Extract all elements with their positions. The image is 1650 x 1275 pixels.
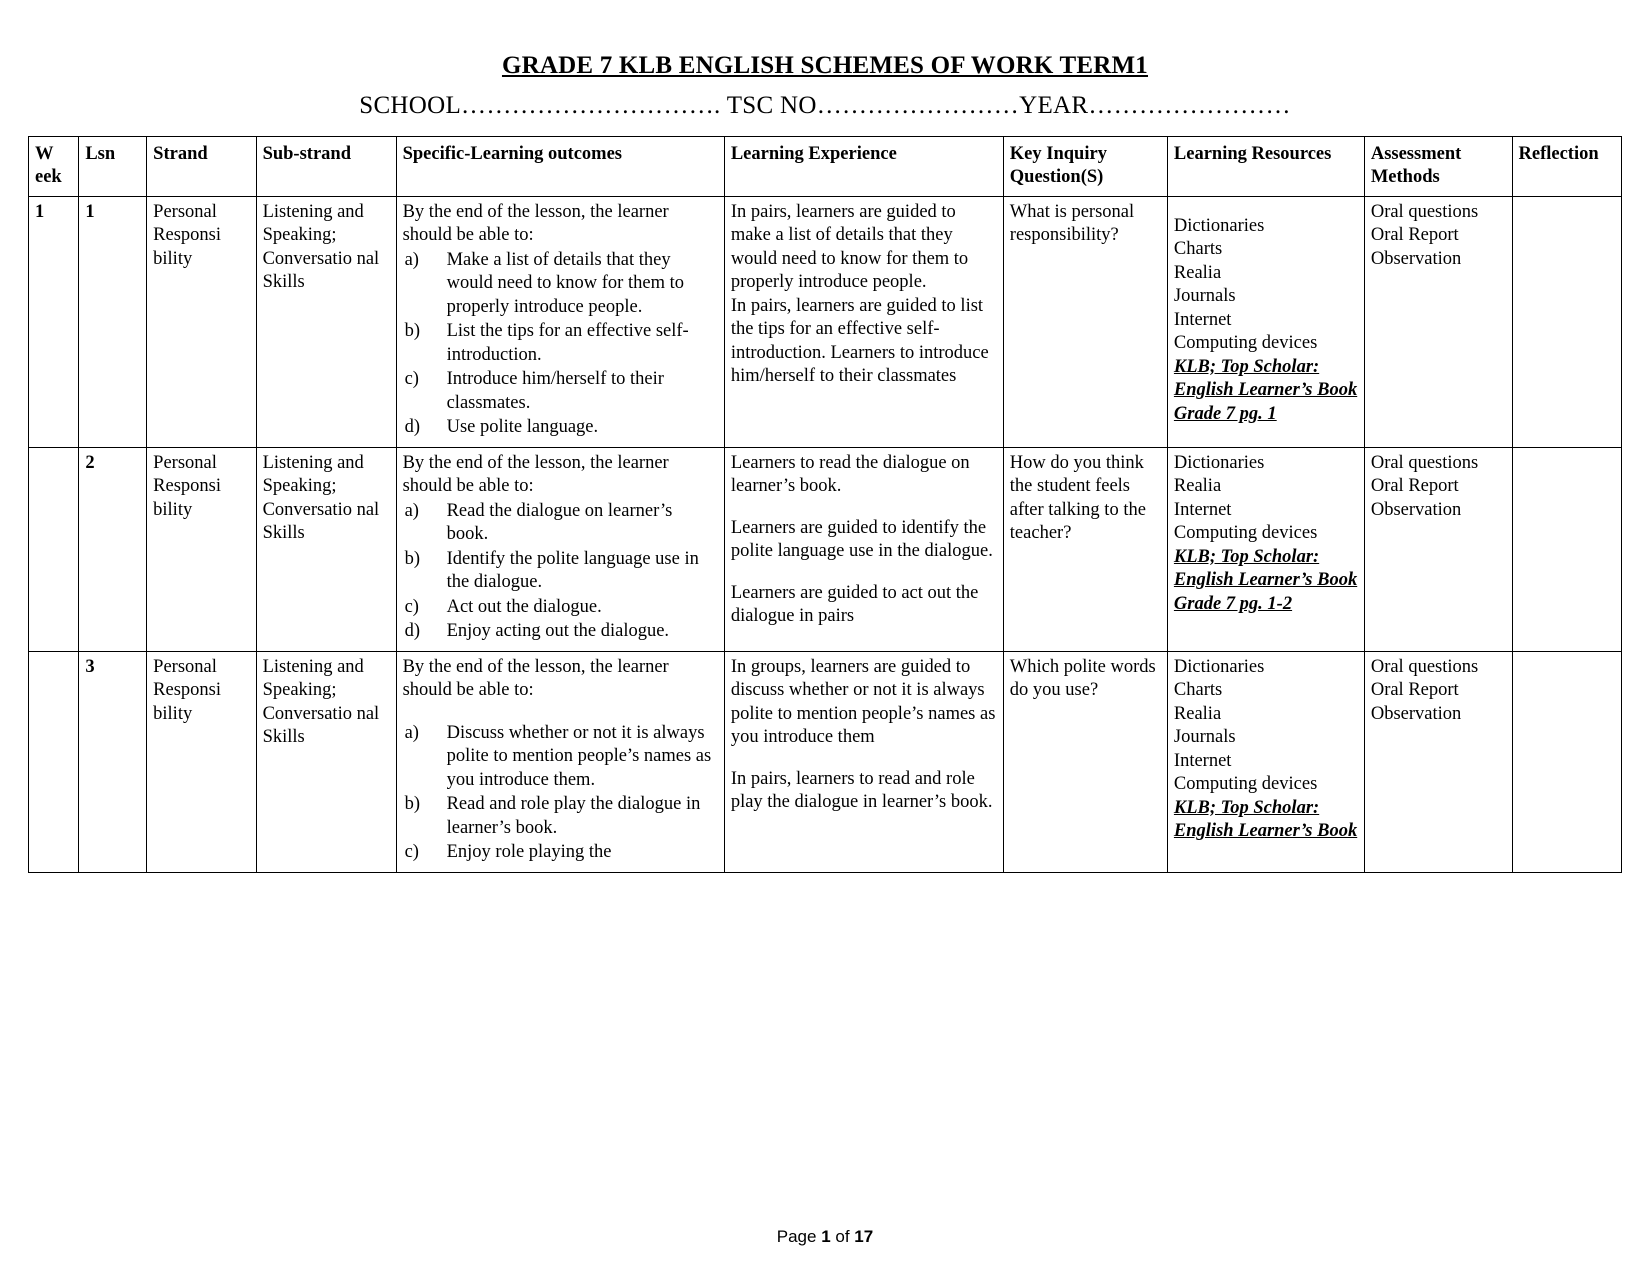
column-header-substrand: Sub-strand	[256, 137, 396, 197]
assessment-item: Observation	[1370, 499, 1462, 520]
column-header-assessment: Assessment Methods	[1364, 137, 1512, 197]
list-text: List the tips for an effective self-introduction.	[446, 321, 689, 365]
list-marker: b)	[404, 321, 421, 342]
cell-outcomes	[396, 447, 724, 651]
list-text: Use polite language.	[446, 417, 599, 438]
column-header-strand: Strand	[147, 137, 256, 197]
spacer	[403, 704, 718, 722]
cell-resources	[1167, 447, 1364, 651]
list-text: Read the dialogue on learner’s book.	[446, 500, 673, 545]
cell-week: 1	[29, 196, 79, 447]
cell-outcomes	[396, 651, 724, 872]
cell-reflection[interactable]	[1512, 196, 1621, 447]
list-item	[403, 793, 718, 840]
cell-experience	[724, 651, 1003, 872]
assessment-item: Observation	[1370, 248, 1462, 269]
resource-item: Internet	[1173, 750, 1232, 771]
cell-week	[29, 447, 79, 651]
list-text: Enjoy role playing the	[446, 842, 612, 863]
list-item	[403, 841, 718, 864]
assessment-item: Oral Report	[1370, 225, 1459, 246]
cell-assessment	[1364, 651, 1512, 872]
experience-paragraph: In groups, learners are guided to discuss whether or not it is always polite to mention people’s names as you introduce them	[730, 656, 996, 748]
resource-item: Journals	[1173, 286, 1236, 307]
column-header-reflection: Reflection	[1512, 137, 1621, 197]
list-text: Identify the polite language use in the dialogue.	[446, 548, 699, 593]
resource-item: Dictionaries	[1173, 656, 1265, 677]
list-text: Discuss whether or not it is always polite to mention people’s names as you introduce them.	[446, 722, 712, 790]
cell-substrand: Listening and Speaking; Conversatio nal Skills	[256, 196, 396, 447]
list-item	[403, 416, 718, 439]
outcomes-lead: By the end of the lesson, the learner should be able to:	[402, 201, 669, 246]
page-footer	[0, 1227, 1650, 1247]
resource-item: Charts	[1173, 239, 1223, 260]
cell-inquiry: Which polite words do you use?	[1003, 651, 1167, 872]
list-text: Make a list of details that they would need to know for them to properly introduce people.	[446, 249, 684, 317]
cell-inquiry: How do you think the student feels after talking to the teacher?	[1003, 447, 1167, 651]
resource-item: Journals	[1173, 727, 1236, 748]
list-marker: d)	[404, 417, 421, 438]
cell-strand: Personal Responsi bility	[147, 196, 256, 447]
spacer	[731, 750, 997, 768]
list-marker: c)	[404, 842, 419, 863]
footer-current-page: 1	[821, 1227, 831, 1246]
cell-outcomes	[396, 196, 724, 447]
experience-paragraph: Learners are guided to identify the polite language use in the dialogue.	[730, 517, 993, 562]
footer-prefix: Page	[776, 1227, 822, 1246]
assessment-item: Oral Report	[1370, 476, 1459, 497]
cell-reflection[interactable]	[1512, 651, 1621, 872]
list-text: Read and role play the dialogue in learner’s book.	[446, 794, 701, 838]
outcomes-list	[403, 249, 718, 440]
cell-experience	[724, 196, 1003, 447]
outcomes-list	[403, 500, 718, 644]
table-header-row	[29, 137, 1622, 197]
assessment-item: Oral Report	[1370, 680, 1459, 701]
table-row	[29, 651, 1622, 872]
cell-substrand: Listening and Speaking; Conversatio nal Skills	[256, 447, 396, 651]
table-body	[29, 196, 1622, 872]
cell-lsn: 3	[79, 651, 147, 872]
column-header-inquiry: Key Inquiry Question(S)	[1003, 137, 1167, 197]
list-text: Act out the dialogue.	[446, 596, 602, 617]
list-item	[403, 548, 718, 595]
school-info-line: SCHOOL…………………………. TSC NO……………………YEAR……………………	[359, 92, 1291, 119]
list-item	[403, 249, 718, 319]
resource-item: Charts	[1173, 680, 1223, 701]
assessment-item: Oral questions	[1370, 201, 1479, 222]
cell-inquiry: What is personal responsibility?	[1003, 196, 1167, 447]
schemes-of-work-table	[28, 136, 1622, 873]
assessment-item: Oral questions	[1370, 656, 1479, 677]
list-marker: c)	[404, 596, 419, 617]
resource-item: Computing devices	[1173, 523, 1318, 544]
cell-resources	[1167, 651, 1364, 872]
list-marker: b)	[404, 794, 421, 815]
list-marker: a)	[404, 500, 419, 521]
cell-substrand: Listening and Speaking; Conversatio nal Skills	[256, 651, 396, 872]
column-header-experience: Learning Experience	[724, 137, 1003, 197]
resource-item: Realia	[1173, 476, 1222, 497]
spacer	[1174, 201, 1358, 215]
outcomes-lead: By the end of the lesson, the learner should be able to:	[402, 452, 669, 497]
list-text: Introduce him/herself to their classmates.	[446, 369, 664, 413]
experience-paragraph: In pairs, learners to read and role play the dialogue in learner’s book.	[730, 768, 993, 813]
footer-total-pages: 17	[854, 1227, 874, 1246]
page-title: GRADE 7 KLB ENGLISH SCHEMES OF WORK TERM1	[501, 52, 1149, 79]
cell-assessment	[1364, 196, 1512, 447]
outcomes-lead: By the end of the lesson, the learner should be able to:	[402, 656, 669, 701]
cell-experience	[724, 447, 1003, 651]
list-marker: c)	[404, 369, 419, 390]
spacer	[731, 499, 997, 517]
resource-item: Dictionaries	[1173, 215, 1265, 236]
assessment-item: Observation	[1370, 703, 1462, 724]
list-marker: d)	[404, 621, 421, 642]
resource-item: Internet	[1173, 499, 1232, 520]
list-text: Enjoy acting out the dialogue.	[446, 621, 670, 642]
spacer	[731, 564, 997, 582]
list-item	[403, 368, 718, 415]
list-marker: a)	[404, 722, 419, 743]
cell-reflection[interactable]	[1512, 447, 1621, 651]
experience-paragraph: In pairs, learners are guided to list the tips for an effective self-introduction. Learners to introduce him/herself to their classmates	[730, 295, 989, 387]
column-header-lsn: Lsn	[79, 137, 147, 197]
resource-item: Internet	[1173, 309, 1232, 330]
cell-strand: Personal Responsi bility	[147, 651, 256, 872]
cell-lsn: 2	[79, 447, 147, 651]
cell-assessment	[1364, 447, 1512, 651]
experience-paragraph: In pairs, learners are guided to make a list of details that they would need to know for them to properly introduce people.	[730, 201, 969, 293]
cell-week	[29, 651, 79, 872]
table-row	[29, 447, 1622, 651]
list-item	[403, 500, 718, 547]
resource-reference: KLB; Top Scholar: English Learner’s Book Grade 7 pg. 1	[1173, 356, 1358, 424]
column-header-week: W eek	[29, 137, 79, 197]
resource-item: Computing devices	[1173, 333, 1318, 354]
resource-reference: KLB; Top Scholar: English Learner’s Book	[1173, 797, 1358, 842]
resource-item: Dictionaries	[1173, 452, 1265, 473]
experience-paragraph: Learners are guided to act out the dialogue in pairs	[730, 582, 979, 627]
experience-paragraph: Learners to read the dialogue on learner’s book.	[730, 452, 970, 497]
cell-lsn: 1	[79, 196, 147, 447]
assessment-item: Oral questions	[1370, 452, 1479, 473]
list-marker: b)	[404, 548, 421, 569]
outcomes-list	[403, 722, 718, 865]
list-marker: a)	[404, 249, 419, 270]
cell-strand: Personal Responsi bility	[147, 447, 256, 651]
list-item	[403, 620, 718, 643]
column-header-resources: Learning Resources	[1167, 137, 1364, 197]
resource-item: Realia	[1173, 262, 1222, 283]
resource-reference: KLB; Top Scholar: English Learner’s Book Grade 7 pg. 1-2	[1173, 546, 1358, 614]
resource-item: Realia	[1173, 703, 1222, 724]
cell-resources	[1167, 196, 1364, 447]
resource-item: Computing devices	[1173, 774, 1318, 795]
list-item	[403, 596, 718, 619]
list-item	[403, 320, 718, 367]
table-row	[29, 196, 1622, 447]
footer-middle: of	[830, 1227, 855, 1246]
list-item	[403, 722, 718, 792]
column-header-outcomes: Specific-Learning outcomes	[396, 137, 724, 197]
